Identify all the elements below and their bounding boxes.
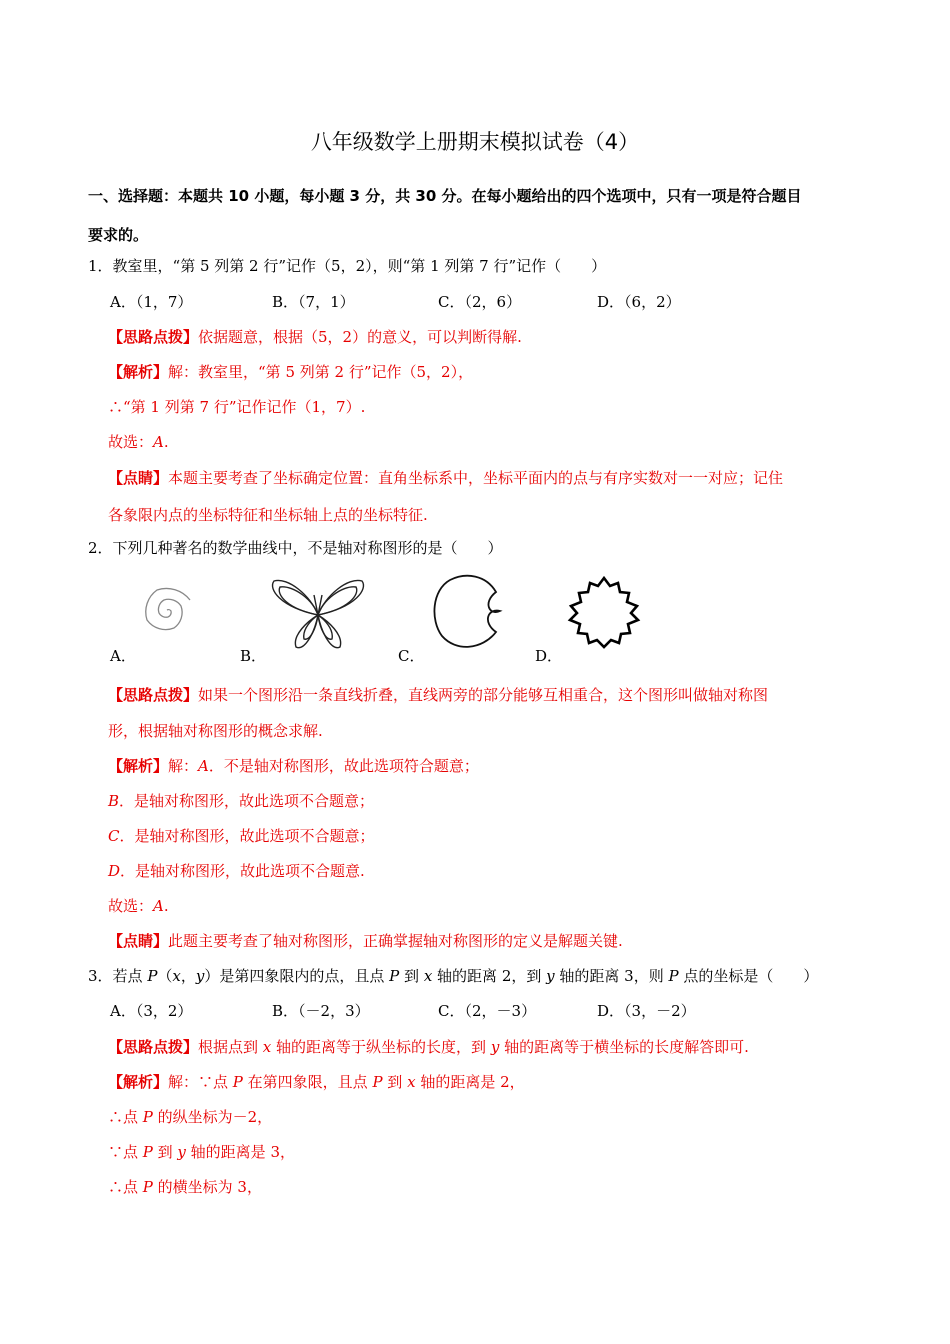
q3-stem-var-y-2: y	[546, 967, 555, 985]
q3-stem	[88, 966, 818, 986]
q2-analysis-opt-d: D	[108, 862, 121, 880]
q2-analysis-line-b	[108, 791, 374, 811]
q3-stem-point-p: P	[147, 967, 158, 985]
q3-stem-part-5: 到	[399, 967, 424, 985]
q3-hint-tag: 【思路点拨】	[108, 1038, 199, 1056]
section-heading-line-2: 要求的。	[88, 226, 149, 244]
q1-hint	[108, 327, 522, 347]
q3-analysis-line-3	[108, 1142, 295, 1162]
q1-answer-suffix: .	[163, 433, 169, 451]
q2-answer-suffix: .	[163, 897, 169, 915]
q2-hint-tag: 【思路点拨】	[108, 686, 199, 704]
q2-comment	[108, 931, 623, 951]
koch-snowflake-figure	[565, 574, 643, 650]
q2-label-b: B．	[240, 647, 267, 665]
q1-analysis	[108, 362, 473, 382]
q1-option-d: D．（6，2）	[597, 293, 681, 311]
q2-analysis-text-b: ．是轴对称图形，故此选项不合题意；	[119, 792, 375, 810]
q1-comment	[108, 468, 783, 488]
q2-analysis-text-a: ．不是轴对称图形，故此选项符合题意；	[208, 757, 479, 775]
q3-stem-var-x: x	[172, 967, 181, 985]
q3-hint	[108, 1037, 749, 1057]
q3-stem-part-8: 点的坐标是（ ）	[678, 967, 819, 985]
q3-stem-part-1: 3．若点	[88, 967, 148, 985]
q2-analysis	[108, 756, 479, 776]
q2-comment-text: 此题主要考查了轴对称图形，正确掌握轴对称图形的定义是解题关键.	[168, 932, 623, 950]
q3-hint-part-b: 轴的距离等于纵坐标的长度，到	[271, 1038, 491, 1056]
q3-line3-part-a: ∵点	[108, 1143, 143, 1161]
q1-option-b: B．（7，1）	[272, 293, 355, 311]
q3-option-c: C．（2，－3）	[438, 1002, 537, 1020]
q2-label-d: D．	[535, 647, 563, 665]
q3-hint-part-a: 根据点到	[198, 1038, 263, 1056]
q3-line3-var-y: y	[177, 1143, 186, 1161]
q2-hint	[108, 685, 768, 705]
q1-hint-text: 依据题意，根据（5，2）的意义，可以判断得解.	[198, 328, 522, 346]
q1-comment-tag: 【点睛】	[108, 469, 169, 487]
q3-stem-part-7: 轴的距离 3，则	[554, 967, 669, 985]
q3-analysis-tag: 【解析】	[108, 1073, 169, 1091]
q1-hint-tag: 【思路点拨】	[108, 328, 199, 346]
page-title: 八年级数学上册期末模拟试卷（4）	[310, 130, 640, 154]
q3-line2-part-a: ∴点	[108, 1108, 143, 1126]
q1-stem: 1．教室里，“第 5 列第 2 行”记作（5，2），则“第 1 列第 7 行”记作（ ）	[88, 257, 607, 275]
q2-analysis-line-d	[108, 861, 365, 881]
q3-analysis-line-4	[108, 1177, 262, 1197]
q3-analysis-var-x: x	[407, 1073, 416, 1091]
q3-stem-point-p-2: P	[389, 967, 400, 985]
q3-line4-part-b: 的横坐标为 3，	[152, 1178, 262, 1196]
q2-hint-text: 如果一个图形沿一条直线折叠，直线两旁的部分能够互相重合，这个图形叫做轴对称图	[198, 686, 769, 704]
section-heading-line-1: 一、选择题：本题共 10 小题，每小题 3 分，共 30 分。在每小题给出的四个选项中，只有一项是符合题目	[88, 187, 802, 205]
butterfly-curve-figure	[268, 575, 368, 653]
q3-line2-point-p: P	[142, 1108, 153, 1126]
q3-option-d: D．（3，－2）	[597, 1002, 696, 1020]
q3-analysis-part-b: 在第四象限，且点	[242, 1073, 373, 1091]
q3-option-b: B．（－2，3）	[272, 1002, 370, 1020]
q3-line3-point-p: P	[142, 1143, 153, 1161]
q3-stem-part-6: 轴的距离 2，到	[432, 967, 547, 985]
q3-line3-part-c: 轴的距离是 3，	[185, 1143, 295, 1161]
q1-answer-prefix: 故选：	[108, 433, 154, 451]
q2-analysis-opt-c: C	[108, 827, 120, 845]
q1-option-c: C．（2，6）	[438, 293, 522, 311]
q3-stem-part-2: （	[157, 967, 173, 985]
spiral-curve-figure	[128, 575, 206, 645]
q2-analysis-tag: 【解析】	[108, 757, 169, 775]
q1-comment-text: 本题主要考查了坐标确定位置：直角坐标系中，坐标平面内的点与有序实数对一一对应；记住	[168, 469, 784, 487]
q2-analysis-opt-b: B	[108, 792, 120, 810]
q1-answer	[108, 432, 169, 452]
q2-hint-line-2: 形，根据轴对称图形的概念求解.	[108, 722, 323, 740]
cardioid-curve-figure	[428, 570, 508, 652]
q3-analysis-part-d: 轴的距离是 2，	[415, 1073, 525, 1091]
q3-analysis-part-a: 解：∵点	[168, 1073, 233, 1091]
q3-line4-point-p: P	[142, 1178, 153, 1196]
q3-line2-part-b: 的纵坐标为－2，	[152, 1108, 273, 1126]
q3-hint-part-c: 轴的距离等于横坐标的长度解答即可.	[499, 1038, 749, 1056]
q3-analysis	[108, 1072, 525, 1092]
q1-analysis-text: 解：教室里，“第 5 列第 2 行”记作（5，2），	[168, 363, 474, 381]
q1-analysis-line-2: ∴“第 1 列第 7 行”记作记作（1，7）.	[108, 398, 366, 416]
q3-hint-var-x: x	[262, 1038, 272, 1056]
q2-comment-tag: 【点睛】	[108, 932, 169, 950]
q3-analysis-line-2	[108, 1107, 272, 1127]
q3-analysis-part-c: 到	[382, 1073, 408, 1091]
q1-answer-letter: A	[153, 433, 164, 451]
q1-comment-line-2: 各象限内点的坐标特征和坐标轴上点的坐标特征.	[108, 506, 428, 524]
q1-option-a: A．（1，7）	[110, 293, 193, 311]
q2-answer-letter: A	[153, 897, 164, 915]
q3-analysis-point-p: P	[232, 1073, 243, 1091]
q3-stem-point-p-3: P	[668, 967, 679, 985]
q3-option-a: A．（3，2）	[110, 1002, 193, 1020]
q2-analysis-opt-a: A	[198, 757, 209, 775]
q3-stem-var-y: y	[195, 967, 205, 985]
q2-analysis-line-c	[108, 826, 375, 846]
q3-line4-part-a: ∴点	[108, 1178, 143, 1196]
q3-stem-part-3: ，	[180, 967, 196, 985]
q3-analysis-point-p-2: P	[372, 1073, 383, 1091]
q3-stem-part-4: ）是第四象限内的点，且点	[204, 967, 390, 985]
q2-analysis-text-c: ．是轴对称图形，故此选项不合题意；	[119, 827, 375, 845]
q2-label-a: A．	[110, 647, 136, 665]
q2-answer-prefix: 故选：	[108, 897, 154, 915]
q2-analysis-text-d: ．是轴对称图形，故此选项不合题意.	[120, 862, 365, 880]
q2-answer	[108, 896, 169, 916]
q3-hint-var-y: y	[490, 1038, 500, 1056]
q3-stem-var-x-2: x	[423, 967, 433, 985]
q1-analysis-tag: 【解析】	[108, 363, 169, 381]
q3-line3-part-b: 到	[152, 1143, 178, 1161]
q2-analysis-prefix: 解：	[168, 757, 199, 775]
q2-stem: 2．下列几种著名的数学曲线中，不是轴对称图形的是（ ）	[88, 539, 503, 557]
q2-label-c: C．	[398, 647, 425, 665]
